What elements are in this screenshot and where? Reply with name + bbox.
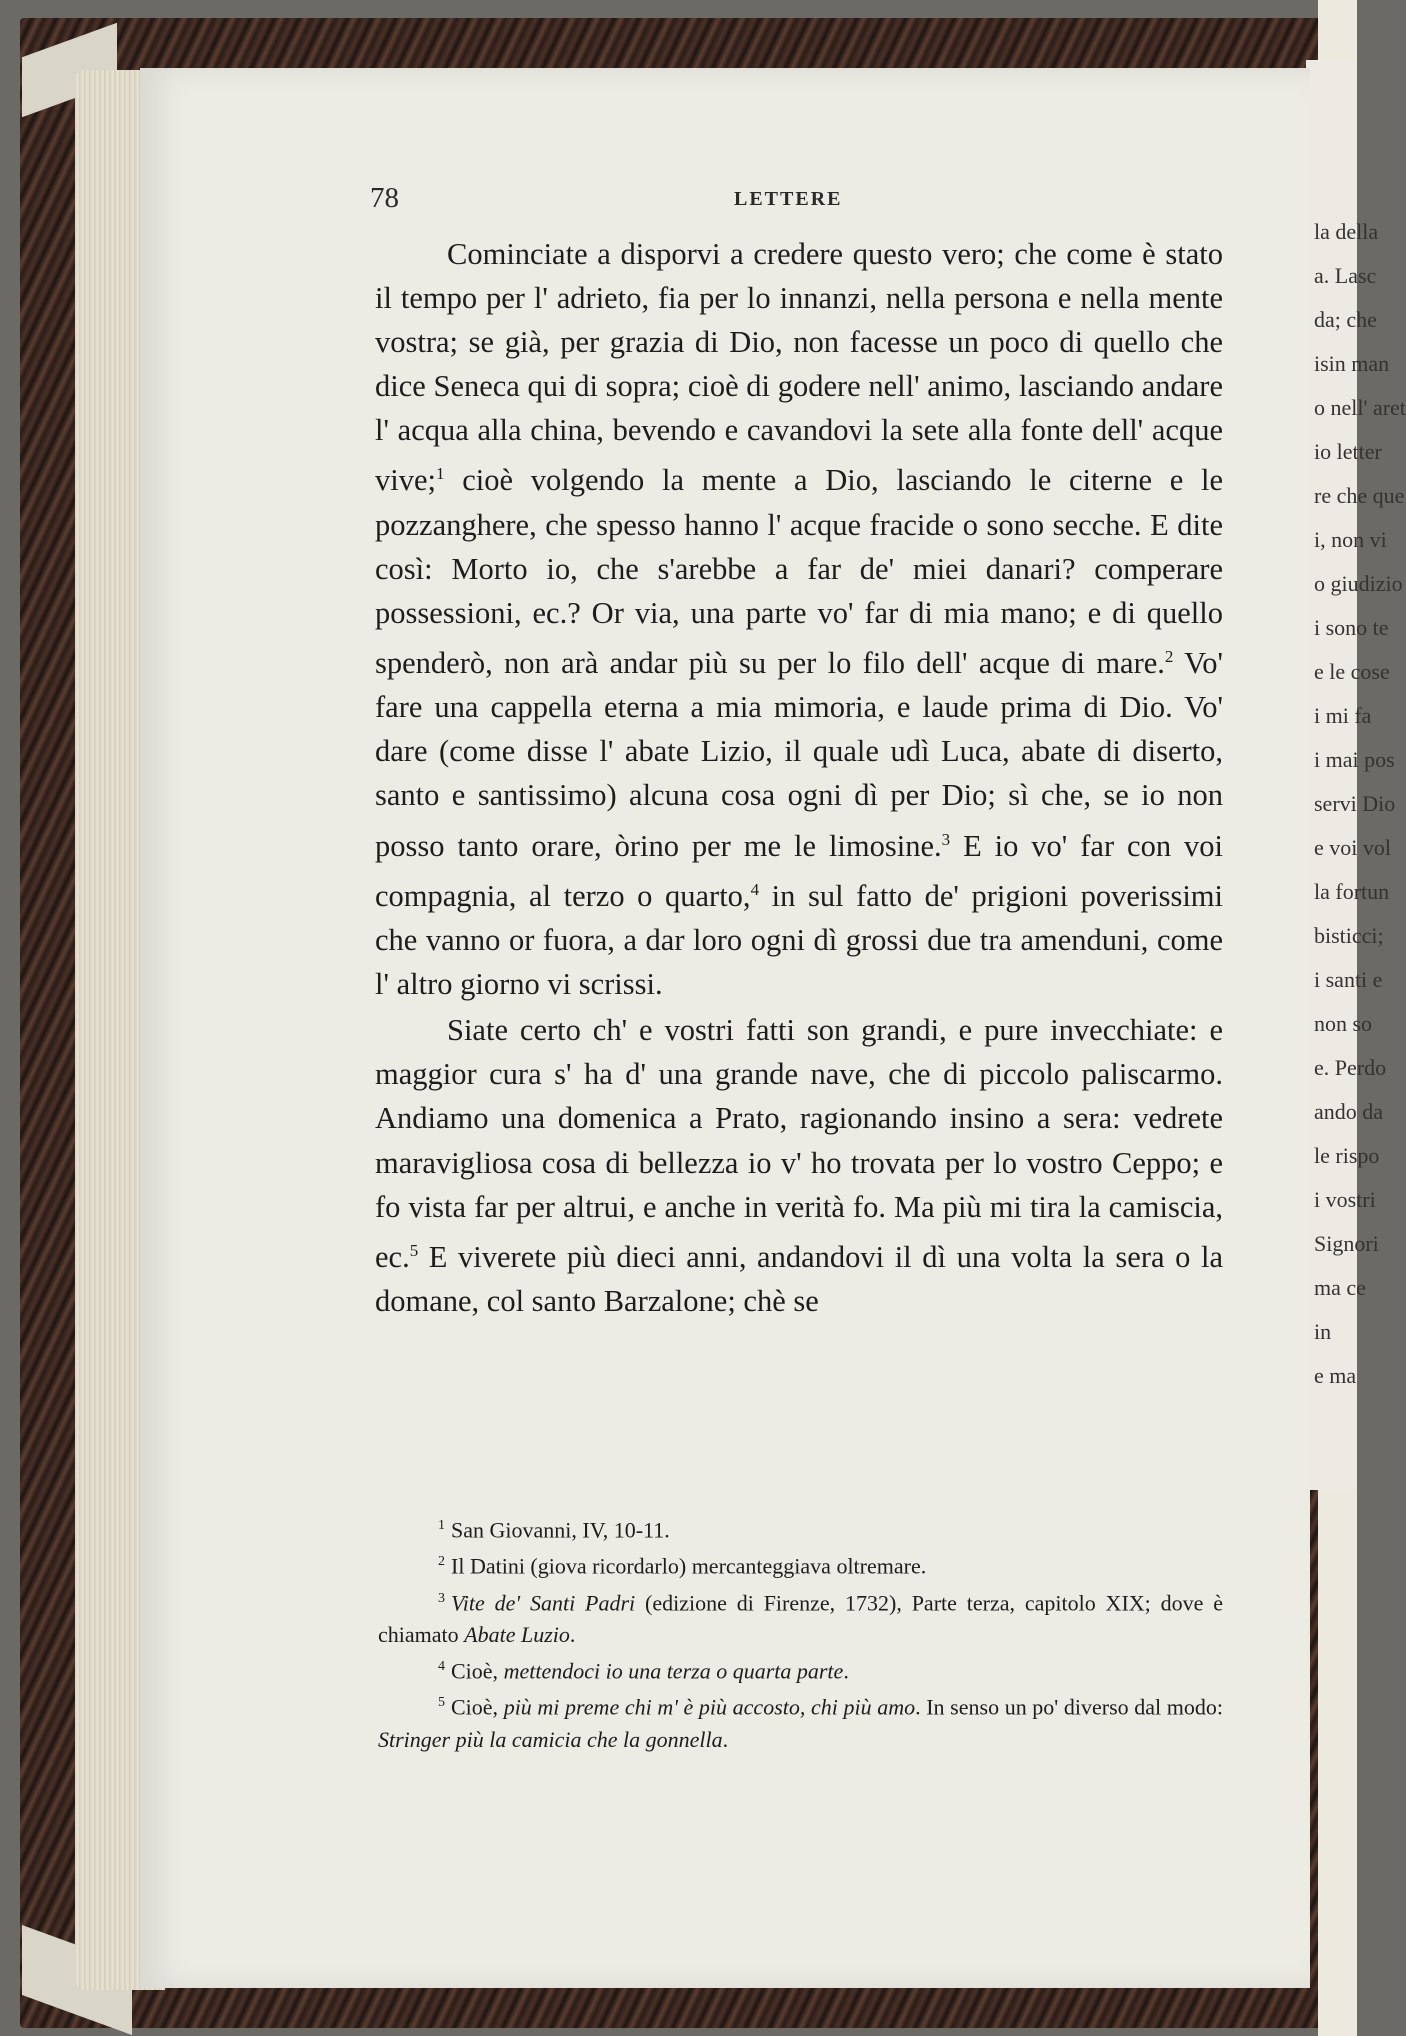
facing-page-fragment: Signori: [1314, 1231, 1379, 1256]
footnotes: [378, 1510, 1223, 1756]
body-text: [375, 232, 1223, 1323]
facing-page-fragment: le rispo: [1314, 1143, 1380, 1168]
paragraph-1-part-1: Cominciate a disporvi a credere questo vero; che come è stato il tempo per l' adrieto, fia per lo innanzi, nella persona e nella mente vostra; se già, per grazia di Dio, non facesse un poco di quello che dice Seneca qui di sopra; cioè di godere nell' animo, lasciando andare l' acqua alla china, bevendo e cavandovi la sete alla fonte dell' acque vive;: [375, 237, 1223, 498]
footnote-ref-5: 5: [409, 1240, 419, 1260]
facing-page-text-fragments: [1314, 210, 1406, 1398]
facing-page-fragment: la fortun: [1314, 879, 1390, 904]
facing-page-fragment: o giudizio: [1314, 571, 1403, 596]
facing-page-fragment: i mai pos: [1314, 747, 1395, 772]
footnote-italic: più mi preme chi m' è più accosto, chi più amo: [503, 1694, 916, 1720]
footnote-text: .: [569, 1621, 576, 1647]
footnote-ref-3: 3: [941, 829, 951, 849]
facing-page-fragment: e ma: [1314, 1363, 1357, 1388]
facing-page-fragment: e le cose: [1314, 659, 1390, 684]
facing-page-fragment: bisticci;: [1314, 923, 1384, 948]
facing-page-fragment: io letter: [1314, 439, 1382, 464]
facing-page-fragment: e voi vol: [1314, 835, 1391, 860]
facing-page-fragment: e. Perdo: [1314, 1055, 1387, 1080]
paragraph-1: [375, 232, 1223, 1006]
footnote-ref-1: 1: [436, 464, 445, 484]
facing-page-fragment: da; che: [1314, 307, 1377, 332]
footnote-number: 3: [438, 1590, 445, 1606]
footnote-italic: Abate Luzio: [464, 1621, 570, 1647]
footnote-italic: Vite de' Santi Padri: [451, 1589, 636, 1615]
footnote-2: [378, 1546, 1223, 1582]
footnote-1: [378, 1510, 1223, 1546]
footnote-text: .: [722, 1726, 729, 1752]
footnote-3: [378, 1583, 1223, 1651]
facing-page-fragment: ando da: [1314, 1099, 1384, 1124]
facing-page-fragment: la della: [1314, 219, 1379, 244]
facing-page-fragment: a. Lasc: [1314, 263, 1377, 288]
paragraph-2-part-1: Siate certo ch' e vostri fatti son grandi, e pure invecchiate: e maggior cura s' ha d' una grande nave, che di piccolo paliscarmo. Andiamo una domenica a Prato, ragionando insino a sera: vedrete maravigliosa cosa di bellezza io v' ho trovata per lo vostro Ceppo; e fo vista far per altrui, e anche in verità fo. Ma più mi tira la camiscia, ec.: [375, 1013, 1223, 1274]
footnote-number: 5: [438, 1695, 445, 1711]
facing-page-fragment: isin man: [1314, 351, 1390, 376]
header-title: LETTERE: [734, 188, 843, 210]
facing-page-fragment: ma ce: [1314, 1275, 1366, 1300]
facing-page-fragment: o nell' aret: [1314, 395, 1406, 420]
footnote-text: . In senso un po' diverso dal modo:: [915, 1694, 1224, 1720]
paragraph-2: [375, 1008, 1223, 1323]
footnote-number: 4: [438, 1658, 445, 1674]
facing-page-edge: [1306, 60, 1406, 1490]
footnote-5: [378, 1687, 1223, 1755]
page-number: 78: [370, 182, 399, 214]
footnote-italic: Stringer più la camicia che la gonnella: [378, 1726, 723, 1752]
footnote-text: San Giovanni, IV, 10-11.: [451, 1517, 670, 1543]
paragraph-1-part-5: in sul fatto de' prigioni poverissimi che vanno or fuora, a dar loro ogni dì grossi due tra amenduni, come l' altro giorno vi scrissi.: [375, 878, 1223, 1002]
paragraph-2-part-2: E viverete più dieci anni, andandovi il dì una volta la sera o la domane, col santo Barzalone; chè se: [375, 1239, 1223, 1318]
facing-page-fragment: i vostri: [1314, 1187, 1376, 1212]
footnote-text: (edizione di Firenze, 1732), Parte terza, capitolo XIX; dove è chiamato: [378, 1589, 1224, 1647]
footnote-ref-2: 2: [1164, 647, 1174, 666]
footnote-text: Cioè,: [451, 1658, 504, 1684]
footnote-text: Cioè,: [451, 1694, 504, 1720]
footnote-text: .: [843, 1658, 849, 1684]
paragraph-1-part-3: Vo' fare una cappella eterna a mia mimoria, e laude prima di Dio. Vo' dare (come disse l' abate Lizio, il quale udì Luca, abate di diserto, santo e santissimo) alcuna cosa ogni dì per Dio; sì che, se io non posso tanto orare, òrino per me le limosine.: [375, 646, 1224, 863]
facing-page-fragment: non so: [1314, 1011, 1373, 1036]
facing-page-fragment: re che que: [1314, 483, 1405, 508]
footnote-text: Il Datini (giova ricordarlo) mercanteggiava oltremare.: [451, 1553, 927, 1579]
footnote-italic: mettendoci io una terza o quarta parte: [503, 1658, 844, 1684]
paragraph-1-part-4: E io vo' far con voi compagnia, al terzo o quarto,: [375, 828, 1223, 913]
facing-page-fragment: i sono te: [1314, 615, 1389, 640]
running-head: [370, 182, 1230, 222]
facing-page-fragment: servi Dio: [1314, 791, 1396, 816]
footnote-4: [378, 1651, 1223, 1687]
facing-page-fragment: in: [1314, 1319, 1332, 1344]
paragraph-1-part-2: cioè volgendo la mente a Dio, lasciando le citerne e le pozzanghere, che spesso hanno l' acque fracide o sono secche. E dite così: Morto io, che s'arebbe a far de' miei danari? comperare possessioni, ec.? Or via, una parte vo' far di mia mano; e di quello spenderò, non arà andar più su per lo filo dell' acque di mare.: [375, 463, 1223, 681]
facing-page-fragment: i santi e: [1314, 967, 1383, 992]
facing-page-fragment: i, non vi: [1314, 527, 1387, 552]
footnote-number: 1: [438, 1518, 445, 1533]
footnote-ref-4: 4: [750, 879, 760, 899]
facing-page-fragment: i mi fa: [1314, 703, 1372, 728]
footnote-number: 2: [438, 1554, 445, 1570]
